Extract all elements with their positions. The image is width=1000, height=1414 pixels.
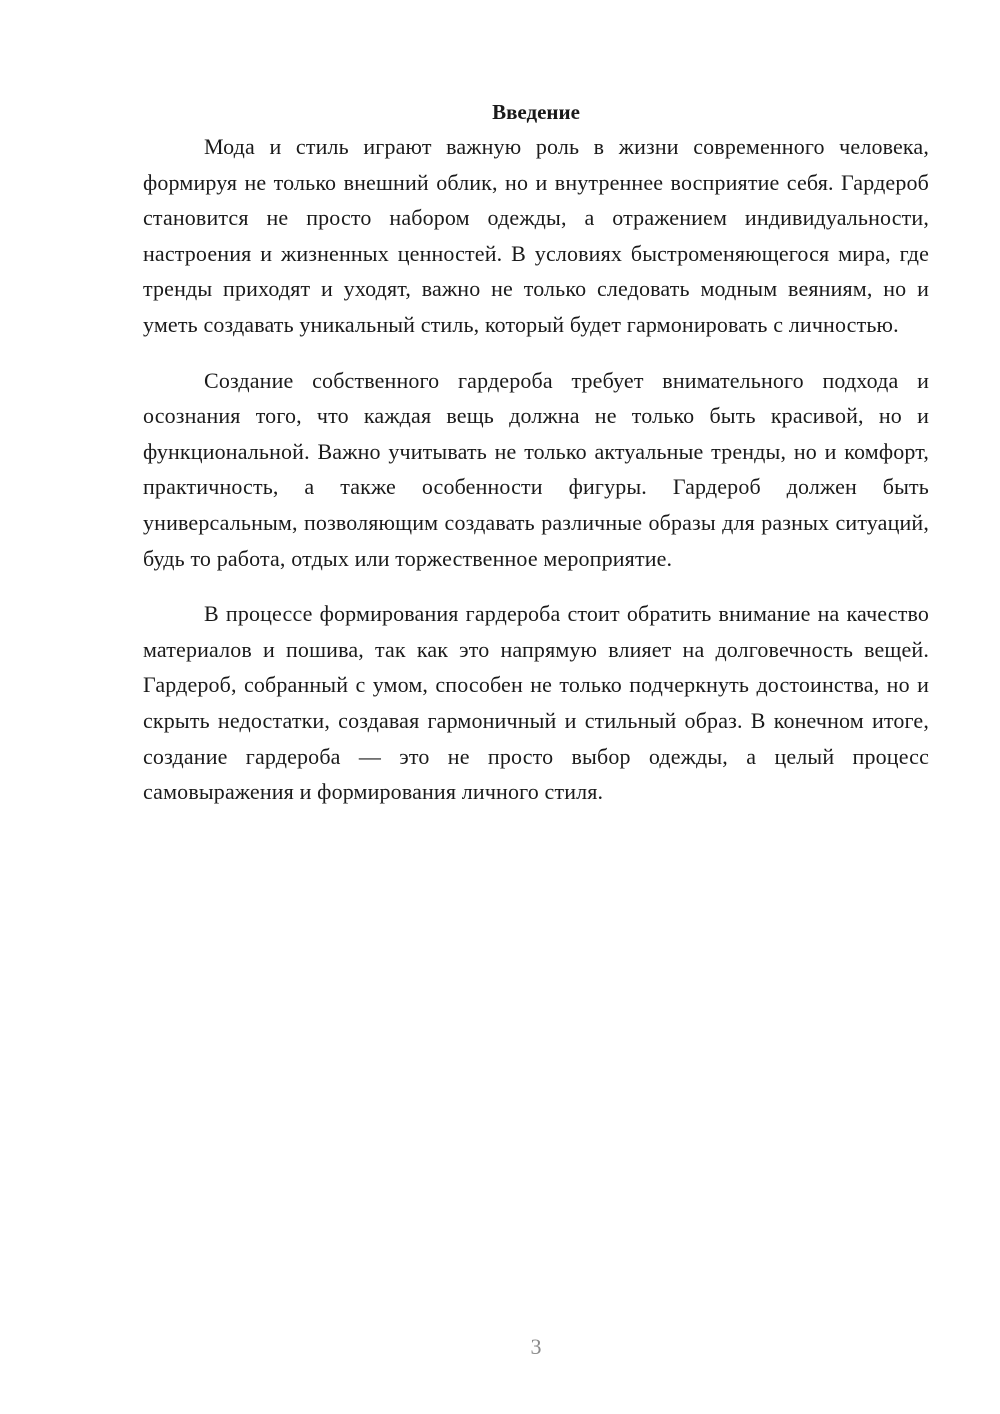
- document-body: [143, 98, 929, 810]
- page-number: 3: [530, 1334, 542, 1359]
- paragraph-3: В процессе формирования гардероба стоит обратить внимание на качество материалов и пошива, так как это напрямую влияет на долговечность вещей. Гардероб, собранный с умом, способен не только подчеркнуть достоинства, но и скрыть недостатки, создавая гармоничный и стильный образ. В конечном итоге, создание гардероба — это не просто выбор одежды, а целый процесс самовыражения и формирования личного стиля.: [143, 601, 929, 805]
- section-title: Введение: [492, 100, 580, 124]
- paragraph-1: Мода и стиль играют важную роль в жизни современного человека, формируя не только внешний облик, но и внутреннее восприятие себя. Гардероб становится не просто набором одежды, а отражением индивидуальности, настроения и жизненных ценностей. В условиях быстроменяющегося мира, где тренды приходят и уходят, важно не только следовать модным веяниям, но и уметь создавать уникальный стиль, который будет гармонировать с личностью.: [143, 134, 929, 337]
- paragraph-2: Создание собственного гардероба требует внимательного подхода и осознания того, что каждая вещь должна не только быть красивой, но и функциональной. Важно учитывать не только актуальные тренды, но и комфорт, практичность, а также особенности фигуры. Гардероб должен быть универсальным, позволяющим создавать различные образы для разных ситуаций, будь то работа, отдых или торжественное мероприятие.: [143, 367, 929, 571]
